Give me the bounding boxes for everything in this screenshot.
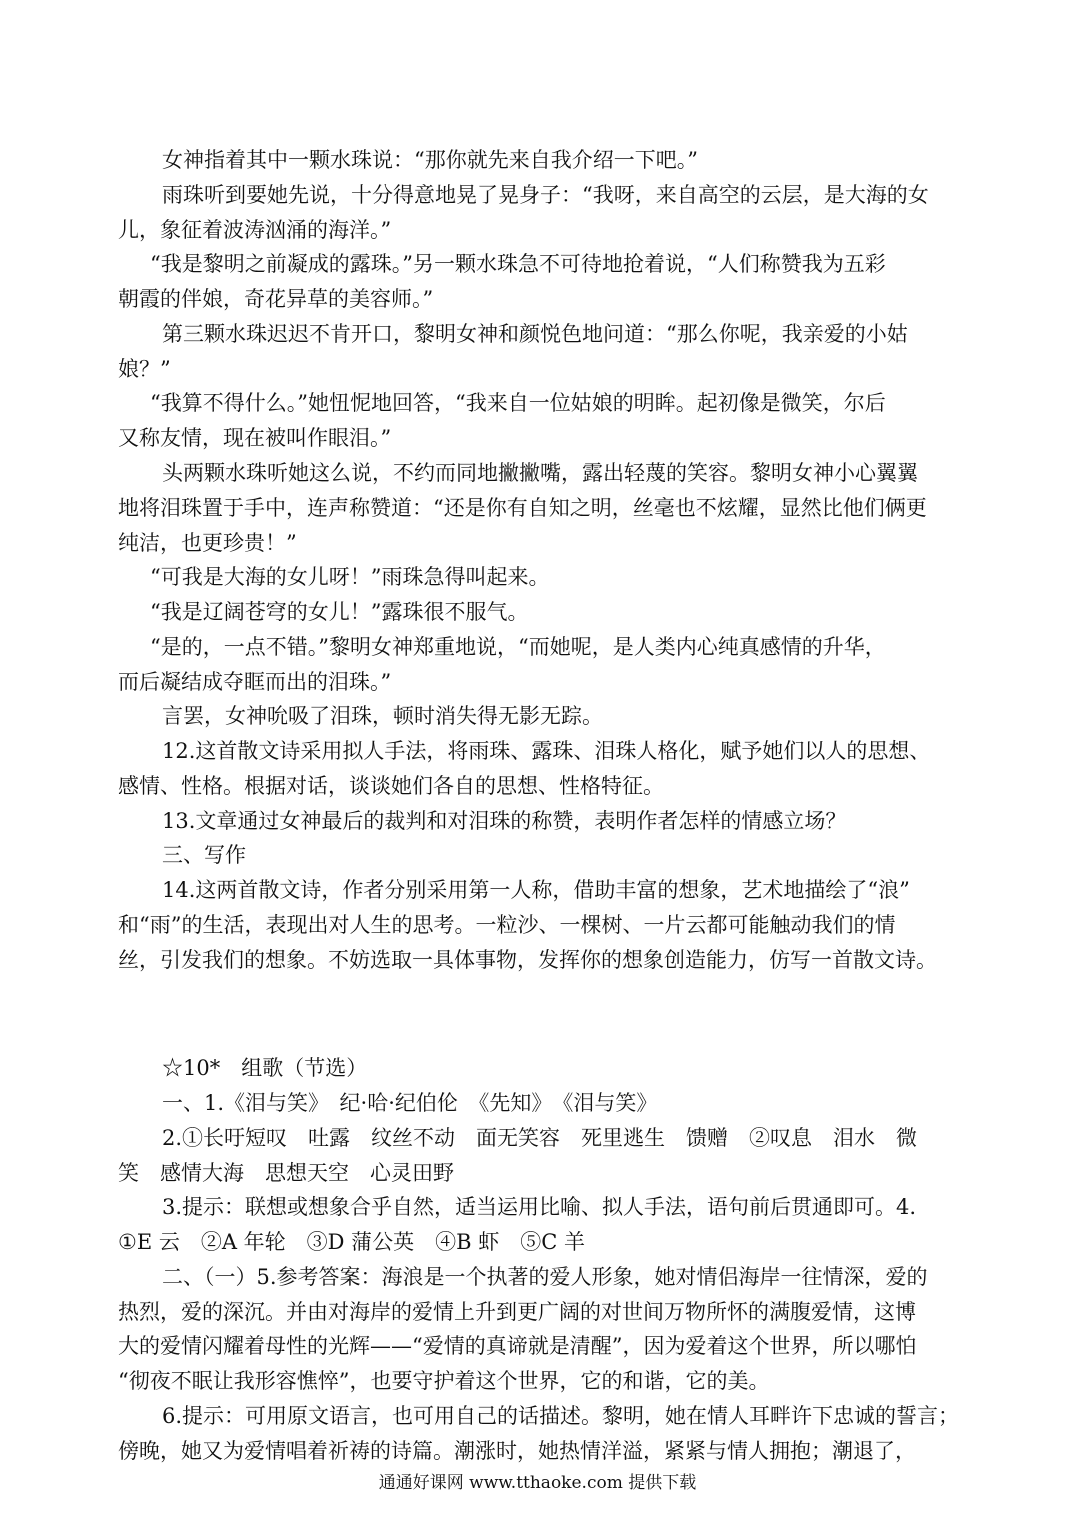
passage-line: 纯洁，也更珍贵！” [118,531,297,555]
passage-line: 又称友情，现在被叫作眼泪。” [118,426,392,450]
answer-line: 笑 感情大海 思想天空 心灵田野 [118,1161,454,1185]
answer-line: 2.①长吁短叹 吐露 纹丝不动 面无笑容 死里逃生 馈赠 ②叹息 泪水 微 [162,1126,918,1150]
passage-line: 而后凝结成夺眶而出的泪珠。” [118,670,392,694]
answer-line: “彻夜不眠让我形容憔悴”，也要守护着这个世界，它的和谐，它的美。 [118,1369,770,1393]
answer-heading: ☆10* 组歌（节选） [162,1056,368,1080]
passage-line: 儿，象征着波涛汹涌的海洋。” [118,218,392,242]
question-line: 13.文章通过女神最后的裁判和对泪珠的称赞，表明作者怎样的情感立场？ [162,809,847,833]
page-footer: 通通好课网 www.tthaoke.com 提供下载 [378,1473,697,1493]
question-line: 12.这首散文诗采用拟人手法，将雨珠、露珠、泪珠人格化，赋予她们以人的思想、 [162,739,931,763]
passage-line: 雨珠听到要她先说，十分得意地晃了晃身子：“我呀，来自高空的云层，是大海的女 [162,183,929,207]
passage-line: 地将泪珠置于手中，连声称赞道：“还是你有自知之明，丝毫也不炫耀，显然比他们俩更 [118,496,927,520]
answer-line: 二、（一）5.参考答案：海浪是一个执著的爱人形象，她对情侣海岸一往情深，爱的 [162,1265,928,1289]
answer-line: 一、1.《泪与笑》 纪·哈·纪伯伦 《先知》 《泪与笑》 [162,1091,658,1115]
answer-line: 热烈，爱的深沉。并由对海岸的爱情上升到更广阔的对世间万物所怀的满腹爱情，这博 [118,1300,916,1324]
passage-line: 娘？” [118,357,171,381]
section-heading: 三、写作 [162,843,246,867]
question-line: 感情、性格。根据对话，谈谈她们各自的思想、性格特征。 [118,774,664,798]
passage-line: “我算不得什么。”她忸怩地回答，“我来自一位姑娘的明眸。起初像是微笑，尔后 [150,391,886,415]
question-line: 丝，引发我们的想象。不妨选取一具体事物，发挥你的想象创造能力，仿写一首散文诗。 [118,948,937,972]
answer-line: 6.提示：可用原文语言，也可用自己的话描述。黎明，她在情人耳畔许下忠诚的誓言； [162,1404,960,1428]
answer-line: 傍晚，她又为爱情唱着祈祷的诗篇。潮涨时，她热情洋溢，紧紧与情人拥抱；潮退了， [118,1439,916,1463]
answer-line: ①E 云 ②A 年轮 ③D 蒲公英 ④B 虾 ⑤C 羊 [118,1230,586,1254]
answer-line: 3.提示：联想或想象合乎自然，适当运用比喻、拟人手法，语句前后贯通即可。4. [162,1195,917,1219]
passage-line: “我是黎明之前凝成的露珠。”另一颗水珠急不可待地抢着说，“人们称赞我为五彩 [150,252,886,276]
passage-line: “可我是大海的女儿呀！”雨珠急得叫起来。 [150,565,550,589]
passage-line: 言罢，女神吮吸了泪珠，顿时消失得无影无踪。 [162,704,603,728]
answer-line: 大的爱情闪耀着母性的光辉——“爱情的真谛就是清醒”，因为爱着这个世界，所以哪怕 [118,1334,917,1358]
passage-line: “是的，一点不错。”黎明女神郑重地说，“而她呢，是人类内心纯真感情的升华， [150,635,886,659]
passage-line: “我是辽阔苍穹的女儿！”露珠很不服气。 [150,600,529,624]
passage-line: 头两颗水珠听她这么说，不约而同地撇撇嘴，露出轻蔑的笑容。黎明女神小心翼翼 [162,461,918,485]
passage-line: 朝霞的伴娘，奇花异草的美容师。” [118,287,434,311]
passage-line: 第三颗水珠迟迟不肯开口，黎明女神和颜悦色地问道：“那么你呢，我亲爱的小姑 [162,322,908,346]
passage-line: 女神指着其中一颗水珠说：“那你就先来自我介绍一下吧。” [162,148,698,172]
question-line: 和“雨”的生活，表现出对人生的思考。一粒沙、一棵树、一片云都可能触动我们的情 [118,913,896,937]
question-line: 14.这两首散文诗，作者分别采用第一人称，借助丰富的想象，艺术地描绘了“浪” [162,878,910,902]
